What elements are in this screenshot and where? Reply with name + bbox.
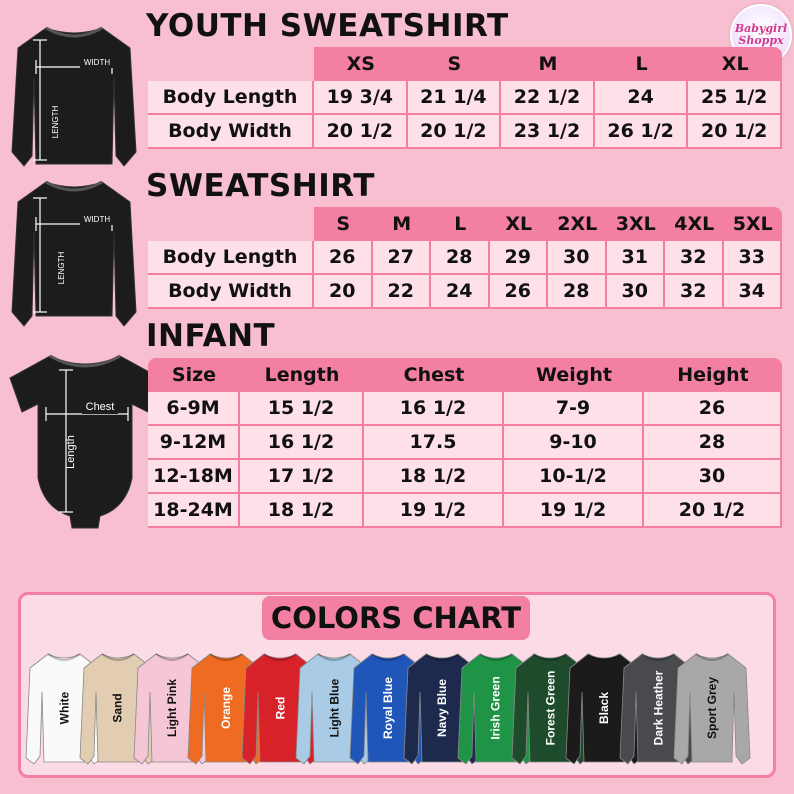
infant-length-label: Length [65, 435, 77, 469]
infant-bodysuit-diagram [8, 352, 162, 532]
sweatshirt-header: M [392, 213, 412, 235]
sweatshirt-cell: 33 [724, 241, 783, 275]
sweatshirt-diagram [6, 176, 142, 330]
youth-cell: 20 1/2 [314, 115, 408, 149]
sweatshirt-header: XL [505, 213, 533, 235]
youth-cell: 19 3/4 [314, 81, 408, 115]
sweatshirt-cell: 20 [314, 275, 373, 309]
sweatshirt-cell: 30 [607, 275, 666, 309]
infant-cell: 26 [644, 392, 782, 426]
youth-cell: 23 1/2 [501, 115, 595, 149]
youth-width-label: WIDTH [83, 58, 111, 67]
youth-corner [148, 47, 314, 81]
sweatshirt-cell: 28 [548, 275, 607, 309]
sweatshirt-header: 3XL [615, 213, 656, 235]
infant-cell: 18-24M [148, 494, 240, 528]
sweatshirt-cell: 31 [607, 241, 666, 275]
logo-line-2: Shoppx [738, 34, 784, 47]
sweatshirt-header: 5XL [732, 213, 773, 235]
sweatshirt-cell: 32 [665, 275, 724, 309]
colors-title: COLORS CHART [262, 596, 530, 640]
sweatshirt-header: 4XL [674, 213, 715, 235]
infant-cell: 16 1/2 [364, 392, 504, 426]
infant-cell: 19 1/2 [504, 494, 644, 528]
youth-size-table [148, 47, 782, 149]
infant-cell: 12-18M [148, 460, 240, 494]
color-name-label: Light Pink [165, 679, 179, 737]
youth-row-label: Body Length [148, 81, 314, 115]
sweatshirt-header: 2XL [557, 213, 598, 235]
sweatshirt-cell: 34 [724, 275, 783, 309]
youth-sweatshirt-diagram [6, 22, 142, 172]
color-name-label: Royal Blue [380, 676, 395, 740]
youth-cell: 22 1/2 [501, 81, 595, 115]
sweatshirt-cell: 28 [431, 241, 490, 275]
infant-cell: 7-9 [504, 392, 644, 426]
infant-cell: 9-10 [504, 426, 644, 460]
color-swatch [672, 648, 752, 768]
youth-cell: 21 1/4 [408, 81, 502, 115]
infant-chest-label: Chest [85, 401, 115, 413]
sweatshirt-length-label: LENGTH [57, 251, 66, 285]
sweatshirt-cell: 26 [490, 275, 549, 309]
sweatshirt-size-table [148, 207, 782, 309]
color-name-label: Forest Green [542, 670, 557, 746]
color-name-label: Irish Green [488, 676, 503, 740]
youth-cell: 20 1/2 [408, 115, 502, 149]
sweatshirt-cell: 26 [314, 241, 373, 275]
youth-length-label: LENGTH [51, 105, 60, 139]
infant-cell: 16 1/2 [240, 426, 364, 460]
infant-cell: 18 1/2 [364, 460, 504, 494]
infant-cell: 18 1/2 [240, 494, 364, 528]
infant-cell: 6-9M [148, 392, 240, 426]
color-name-label: Light Blue [326, 678, 341, 738]
infant-header: Size [171, 364, 217, 386]
sweatshirt-corner [148, 207, 314, 241]
color-name-label: Orange [218, 686, 233, 730]
infant-cell: 19 1/2 [364, 494, 504, 528]
youth-header: XL [721, 53, 749, 75]
infant-header: Weight [536, 364, 612, 386]
color-name-label: Red [272, 696, 287, 720]
color-name-label: Dark Heather [650, 670, 665, 746]
color-name-label: White [56, 691, 71, 725]
sweatshirt-title: SWEATSHIRT [146, 168, 375, 204]
sweatshirt-width-label: WIDTH [83, 215, 111, 224]
youth-cell: 24 [595, 81, 689, 115]
color-name-label: Navy Blue [435, 678, 449, 738]
infant-cell: 20 1/2 [644, 494, 782, 528]
color-name-label: Black [597, 691, 611, 725]
sweatshirt-cell: 32 [665, 241, 724, 275]
infant-cell: 15 1/2 [240, 392, 364, 426]
youth-header: XS [346, 53, 375, 75]
sweatshirt-row-label: Body Width [148, 275, 314, 309]
infant-cell: 17.5 [364, 426, 504, 460]
sweatshirt-cell: 29 [490, 241, 549, 275]
infant-cell: 17 1/2 [240, 460, 364, 494]
sweatshirt-cell: 24 [431, 275, 490, 309]
infant-title: INFANT [146, 318, 276, 354]
youth-title: YOUTH SWEATSHIRT [146, 8, 509, 44]
youth-cell: 25 1/2 [688, 81, 782, 115]
logo-line-1: Babygirl [734, 22, 788, 35]
youth-header: M [538, 53, 558, 75]
sweatshirt-header: S [336, 213, 351, 235]
infant-cell: 9-12M [148, 426, 240, 460]
sweatshirt-cell: 30 [548, 241, 607, 275]
sweatshirt-row-label: Body Length [148, 241, 314, 275]
infant-size-table [148, 358, 782, 528]
youth-header: S [447, 53, 462, 75]
sweatshirt-cell: 27 [373, 241, 432, 275]
sweatshirt-cell: 22 [373, 275, 432, 309]
infant-cell: 28 [644, 426, 782, 460]
color-swatch-row [24, 648, 770, 772]
infant-header: Length [264, 364, 340, 386]
youth-header: L [635, 53, 648, 75]
color-name-label: Sand [111, 693, 125, 723]
color-name-label: Sport Grey [704, 676, 719, 740]
infant-cell: 10-1/2 [504, 460, 644, 494]
sweatshirt-header: L [454, 213, 467, 235]
youth-cell: 20 1/2 [688, 115, 782, 149]
infant-header: Chest [403, 364, 465, 386]
sweatshirt-swatch-icon [672, 648, 752, 768]
infant-header: Height [677, 364, 749, 386]
infant-cell: 30 [644, 460, 782, 494]
youth-row-label: Body Width [148, 115, 314, 149]
youth-cell: 26 1/2 [595, 115, 689, 149]
